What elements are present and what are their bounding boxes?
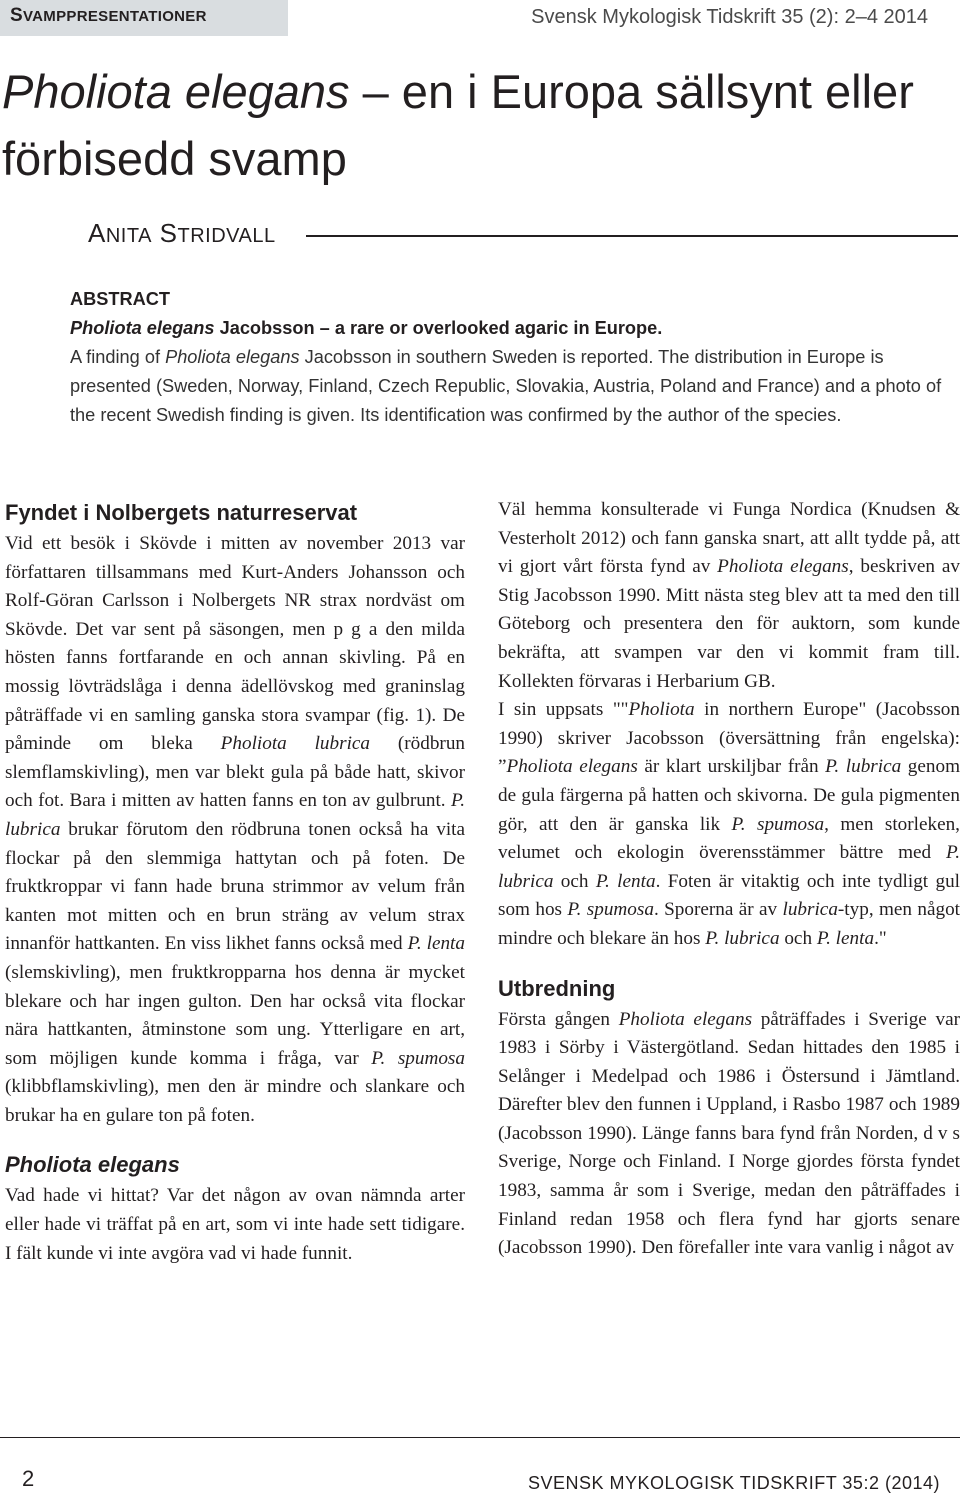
- page-number: 2: [22, 1466, 35, 1491]
- author-name: ANITA STRIDVALL: [88, 218, 276, 248]
- paragraph-finding: Vid ett besök i Skövde i mitten av november 2013 var författaren tillsammans med Kurt-Anders Johansson och Rolf-Göran Carlsson i Nolbergets NR strax nordväst om Skövde. Det var sent på säsongen, men p g a den milda hösten fanns fortfarande en och annan skivling. På en mossig lövträdslåga i denna ädellövskog med graninslag påträffade vi en samling ganska stora svampar (fig. 1). De påminde om bleka Pholiota lubrica (rödbrun slemflamskivling), men var blekt gula på både hatt, skivor och fot. Bara i mitten av hatten fanns en ton av gulbrunt. P. lubrica brukar förutom den rödbruna tonen också ha vita flockar på den slemmiga hattytan och på foten. De fruktkroppar vi fann hade bruna strimmor av velum från kanten mot mitten och en brun sträng av velum strax innanför hattkanten. En viss likhet fanns också med P. lenta (slemskivling), men fruktkropparna hos denna är mycket blekare och har ingen gulton. Den har också vita flockar nära hattkanten, åtminstone som ung. Ytterligare en art, som möjligen kunde komma i fråga, var P. spumosa (klibbflamskivling), men den är mindre och slankare och brukar ha en gulare ton på foten.: [5, 533, 466, 1126]
- journal-footer: SVENSK MYKOLOGISK TIDSKRIFT 35:2 (2014): [528, 1473, 940, 1493]
- author-rule: [306, 235, 958, 237]
- section-label: SVAMPPRESENTATIONER: [10, 5, 207, 26]
- left-column: [5, 496, 465, 1268]
- heading-pholiota-elegans: Pholiota elegans: [5, 1152, 180, 1178]
- paragraph-distribution: Första gången Pholiota elegans påträffades i Sverige var 1983 i Sörby i Västergötland. Sedan hittades den 1985 i Selånger i Medelpad och 1986 i Östersund i Jämtland. Därefter blev den funnen i Uppland, i Rasbo 1987 och 1989 (Jacobsson 1990). Länge fanns bara fynd från Norden, d v s Sverige, Norge och Finland. I Norge gjordes första fyndet 1983, samma år som i Sverige, medan den påträffades i Finland redan 1958 och flera fynd har gjorts senare (Jacobsson 1990). Den förefaller inte vara vanlig i något av: [498, 1008, 960, 1259]
- heading-utbredning: Utbredning: [498, 975, 616, 1001]
- journal-header: Svensk Mykologisk Tidskrift 35 (2): 2–4 2014: [531, 6, 928, 28]
- title-species: Pholiota elegans: [2, 65, 350, 118]
- title-rest: – en i Europa sällsynt eller förbisedd svamp: [2, 65, 914, 185]
- abstract: [70, 285, 960, 430]
- footer-rule: [0, 1437, 960, 1438]
- abstract-heading: ABSTRACT: [70, 289, 171, 309]
- article-title: [2, 58, 952, 192]
- abstract-subtitle: Pholiota elegans Jacobsson – a rare or overlooked agaric in Europe.: [70, 318, 663, 338]
- heading-nolberget: Fyndet i Nolbergets naturreservat: [5, 500, 358, 525]
- abstract-text: A finding of Pholiota elegans Jacobsson in southern Sweden is reported. The distribution in Europe is presented (Sweden, Norway, Finland, Czech Republic, Slovakia, Austria, Poland and France) and a photo of the recent Swedish finding is given. Its identification was confirmed by the author of the species.: [70, 347, 942, 425]
- author-row: [88, 218, 958, 254]
- paragraph-what-found: Vad hade vi hittat? Var det någon av ovan nämnda arter eller hade vi träffat på en art, som vi inte hade sett tidigare. I fält kunde vi inte avgöra vad vi hade funnit.: [5, 1185, 465, 1264]
- paragraph-quote: I sin uppsats ""Pholiota in northern Europe" (Jacobsson 1990) skriver Jacobsson (översättning från engelska): ”Pholiota elegans är klart urskiljbar från P. lubrica genom de gula färgerna på hatten och skivorna. De gula pigmenten gör, att den är ganska lik P. spumosa, men storleken, velumet och ekologin överensstämmer bättre med P. lubrica och P. lenta. Foten är vitaktig och inte tydligt gul som hos P. spumosa. Sporerna är av lubrica-typ, men något mindre och blekare än hos P. lubrica och P. lenta.": [498, 699, 960, 949]
- right-column: [498, 496, 960, 1263]
- paragraph-home: Väl hemma konsulterade vi Funga Nordica (Knudsen & Vesterholt 2012) och fann ganska snart, att allt tydde på, att vi gjort vårt första fynd av Pholiota elegans, beskriven av Stig Jacobsson 1990. Mitt nästa steg blev att ta med den till Göteborg och presentera den för auktorn, som kunde bekräfta, att svampen var den vi kommit fram till. Kollekten förvaras i Herbarium GB.: [498, 499, 960, 692]
